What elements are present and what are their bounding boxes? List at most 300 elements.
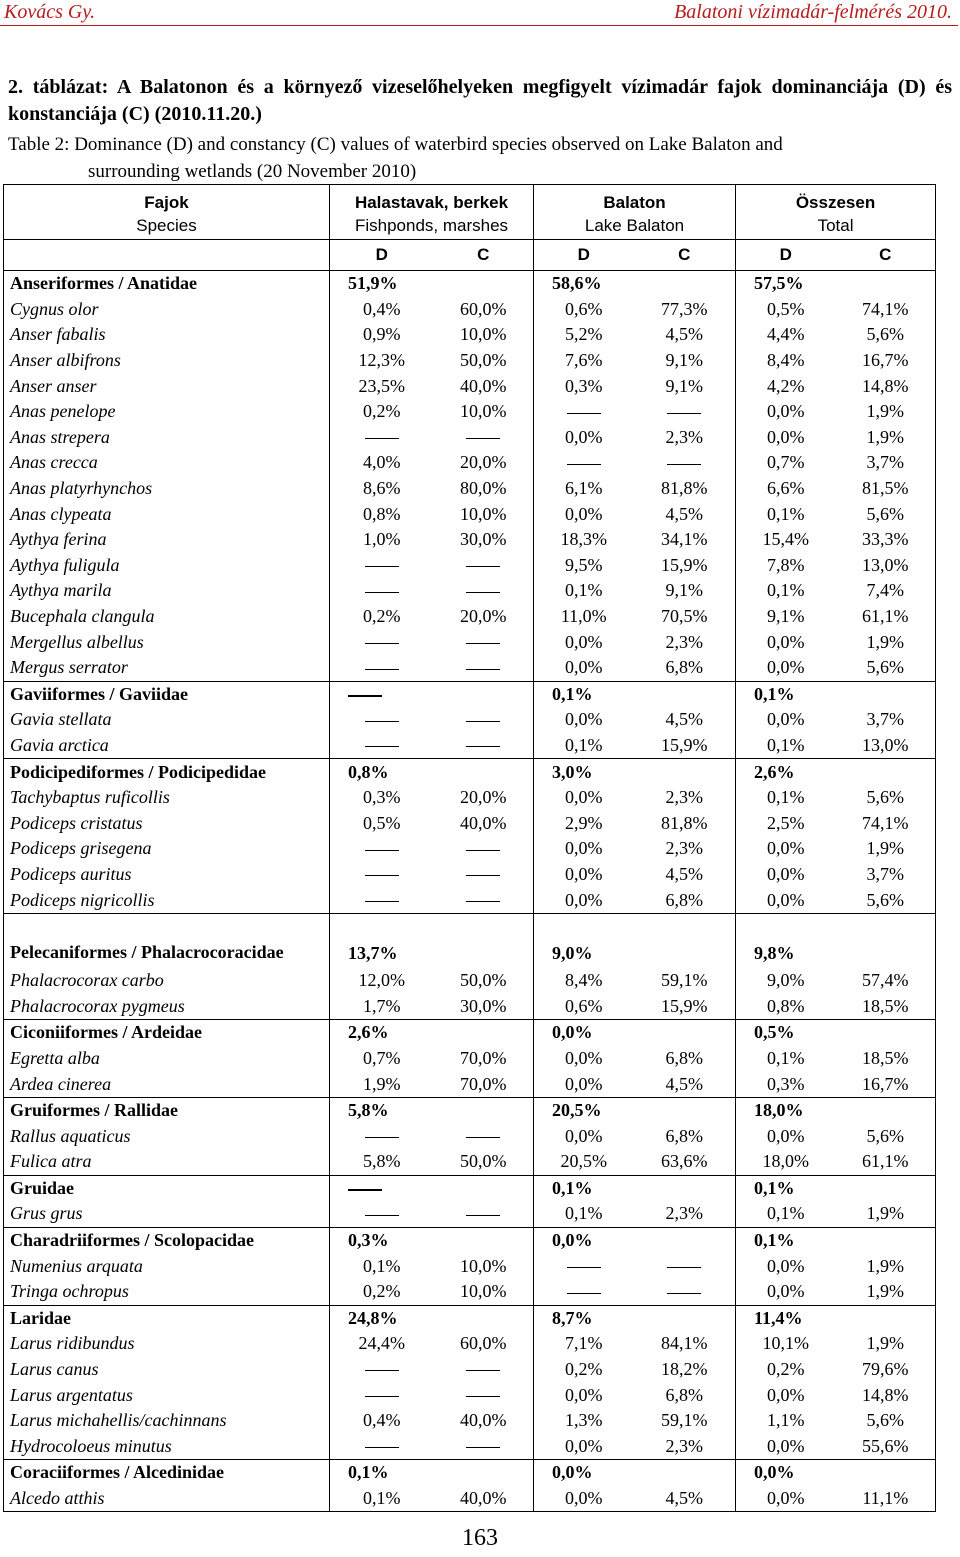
species-header-en: Species — [4, 213, 330, 240]
value-cell: 7,6% — [534, 348, 634, 374]
value-cell: 3,7% — [836, 707, 936, 733]
value-cell: 60,0% — [460, 1333, 507, 1354]
species-row — [4, 887, 936, 913]
value-cell: 6,1% — [534, 476, 634, 502]
empty-value-cell — [330, 1123, 434, 1149]
value-cell: 0,1% — [736, 1227, 936, 1253]
species-row — [4, 373, 936, 399]
value-cell: 1,7% — [330, 993, 434, 1019]
value-cell: 50,0% — [460, 1151, 507, 1172]
species-name: Bucephala clangula — [4, 604, 330, 630]
dash-marker — [567, 464, 601, 465]
species-name: Grus grus — [4, 1201, 330, 1227]
empty-value-cell — [330, 1175, 534, 1201]
empty-value-cell — [434, 836, 534, 862]
species-name: Anas clypeata — [4, 501, 330, 527]
species-name: Anas platyrhynchos — [4, 476, 330, 502]
empty-value-cell — [434, 862, 534, 888]
species-row — [4, 297, 936, 323]
value-cell: 0,0% — [534, 1071, 634, 1097]
value-cell: 1,0% — [330, 527, 434, 553]
value-cell: 18,2% — [661, 1359, 708, 1380]
header-row-dc — [4, 240, 936, 271]
value-cell: 81,5% — [836, 476, 936, 502]
dash-marker — [365, 566, 399, 567]
value-cell: 14,8% — [836, 373, 936, 399]
value-cell: 0,0% — [534, 1020, 736, 1046]
value-cell: 0,0% — [534, 655, 634, 681]
dash-marker — [348, 1189, 382, 1191]
empty-value-cell — [330, 425, 434, 451]
value-cell: 15,9% — [661, 554, 708, 575]
empty-value-cell — [534, 450, 634, 476]
empty-value-cell — [330, 1357, 434, 1383]
value-cell: 0,5% — [736, 1020, 936, 1046]
dash-marker — [466, 850, 500, 851]
value-cell: 0,1% — [736, 1046, 836, 1072]
value-cell: 0,3% — [330, 785, 434, 811]
value-cell: 0,2% — [736, 1357, 836, 1383]
empty-value-cell — [534, 1279, 634, 1305]
value-cell: 0,8% — [736, 993, 836, 1019]
species-row — [4, 707, 936, 733]
table-caption-hungarian: 2. táblázat: A Balatonon és a környező vizeselőhelyeken megfigyelt vízimadár fajok dominanciája (D) és konstanciája (C) (2010.11.20.) — [8, 76, 952, 125]
species-row — [4, 425, 936, 451]
value-cell: 1,9% — [836, 1331, 936, 1357]
balaton-header-en: Lake Balaton — [534, 213, 736, 240]
value-cell: 0,3% — [330, 1227, 534, 1253]
empty-value-cell — [434, 1434, 534, 1460]
species-row — [4, 1253, 936, 1279]
empty-value-cell — [634, 1279, 736, 1305]
caption-english-line2: surrounding wetlands (20 November 2010) — [88, 161, 417, 182]
species-name: Podiceps cristatus — [4, 810, 330, 836]
value-cell: 13,0% — [836, 553, 936, 579]
species-name: Ardea cinerea — [4, 1071, 330, 1097]
species-name: Podiceps auritus — [4, 862, 330, 888]
value-cell: 20,0% — [460, 606, 507, 627]
dash-marker — [667, 464, 701, 465]
empty-value-cell — [634, 450, 736, 476]
value-cell: 81,8% — [661, 812, 708, 833]
value-cell: 4,5% — [665, 863, 704, 884]
species-name: Larus canus — [4, 1357, 330, 1383]
value-cell: 8,6% — [330, 476, 434, 502]
value-cell: 1,9% — [836, 1279, 936, 1305]
value-cell: 0,1% — [736, 681, 936, 707]
value-cell: 2,6% — [736, 759, 936, 785]
value-cell: 74,1% — [836, 297, 936, 323]
dash-marker — [466, 1447, 500, 1448]
value-cell: 9,8% — [736, 913, 936, 968]
dominance-constancy-table — [3, 184, 936, 1512]
value-cell: 1,9% — [836, 1253, 936, 1279]
value-cell: 5,6% — [836, 501, 936, 527]
value-cell: 16,7% — [836, 1071, 936, 1097]
value-cell: 7,4% — [836, 578, 936, 604]
dash-marker — [466, 901, 500, 902]
value-cell: 1,9% — [836, 425, 936, 451]
value-cell: 0,1% — [330, 1486, 434, 1512]
species-row — [4, 1357, 936, 1383]
value-cell: 4,5% — [665, 1073, 704, 1094]
species-name: Tachybaptus ruficollis — [4, 785, 330, 811]
value-cell: 80,0% — [460, 478, 507, 499]
dash-marker — [365, 901, 399, 902]
dash-marker — [365, 438, 399, 439]
species-name: Anser albifrons — [4, 348, 330, 374]
value-cell: 10,0% — [460, 324, 507, 345]
value-cell: 0,1% — [736, 1201, 836, 1227]
value-cell: 9,5% — [534, 553, 634, 579]
empty-value-cell — [534, 399, 634, 425]
value-cell: 15,4% — [736, 527, 836, 553]
value-cell: 0,5% — [330, 810, 434, 836]
group-row — [4, 1097, 936, 1123]
author-header: Kovács Gy. — [4, 1, 96, 23]
species-row — [4, 553, 936, 579]
value-cell: 0,0% — [736, 399, 836, 425]
value-cell: 6,6% — [736, 476, 836, 502]
value-cell: 4,5% — [665, 503, 704, 524]
species-name: Egretta alba — [4, 1046, 330, 1072]
species-name: Mergus serrator — [4, 655, 330, 681]
species-row — [4, 1046, 936, 1072]
value-cell: 30,0% — [460, 529, 507, 550]
empty-value-cell — [634, 399, 736, 425]
value-cell: 4,0% — [330, 450, 434, 476]
value-cell: 24,8% — [330, 1305, 534, 1331]
dash-marker — [365, 1396, 399, 1397]
value-cell: 0,7% — [736, 450, 836, 476]
c-header: C — [836, 240, 936, 271]
species-name: Anas penelope — [4, 399, 330, 425]
value-cell: 50,0% — [460, 970, 507, 991]
species-name: Anser fabalis — [4, 322, 330, 348]
empty-value-cell — [434, 1357, 534, 1383]
species-row — [4, 1434, 936, 1460]
species-row — [4, 501, 936, 527]
group-name: Podicipediformes / Podicipedidae — [4, 759, 330, 785]
value-cell: 0,0% — [534, 1486, 634, 1512]
value-cell: 0,0% — [534, 425, 634, 451]
total-header-en: Total — [736, 213, 936, 240]
group-name: Gaviiformes / Gaviidae — [4, 681, 330, 707]
value-cell: 16,7% — [836, 348, 936, 374]
value-cell: 0,0% — [736, 1123, 836, 1149]
value-cell: 9,1% — [665, 350, 704, 371]
species-name: Cygnus olor — [4, 297, 330, 323]
value-cell: 10,0% — [460, 1281, 507, 1302]
value-cell: 0,0% — [534, 862, 634, 888]
header-rule — [0, 25, 958, 26]
value-cell: 0,0% — [736, 1382, 836, 1408]
dash-marker — [466, 1396, 500, 1397]
species-row — [4, 1123, 936, 1149]
value-cell: 0,3% — [534, 373, 634, 399]
value-cell: 0,1% — [534, 1201, 634, 1227]
value-cell: 0,1% — [534, 1175, 736, 1201]
value-cell: 0,0% — [736, 629, 836, 655]
value-cell: 7,1% — [534, 1331, 634, 1357]
species-row — [4, 348, 936, 374]
total-header: Összesen — [736, 185, 936, 214]
value-cell: 40,0% — [460, 812, 507, 833]
value-cell: 13,7% — [330, 913, 534, 968]
species-row — [4, 1486, 936, 1512]
value-cell: 2,3% — [665, 426, 704, 447]
value-cell: 0,0% — [736, 655, 836, 681]
value-cell: 0,0% — [736, 836, 836, 862]
value-cell: 51,9% — [330, 271, 534, 297]
species-name: Mergellus albellus — [4, 629, 330, 655]
species-name: Phalacrocorax carbo — [4, 968, 330, 994]
value-cell: 2,3% — [665, 787, 704, 808]
dash-marker — [667, 1267, 701, 1268]
value-cell: 0,0% — [534, 707, 634, 733]
value-cell: 18,5% — [836, 1046, 936, 1072]
dash-marker — [466, 746, 500, 747]
species-name: Anas crecca — [4, 450, 330, 476]
value-cell: 0,0% — [534, 1460, 736, 1486]
value-cell: 3,7% — [836, 450, 936, 476]
species-name: Tringa ochropus — [4, 1279, 330, 1305]
value-cell: 5,6% — [836, 1408, 936, 1434]
value-cell: 40,0% — [434, 1486, 534, 1512]
value-cell: 0,0% — [534, 1434, 634, 1460]
group-row — [4, 681, 936, 707]
empty-value-cell — [330, 862, 434, 888]
group-row — [4, 271, 936, 297]
value-cell: 11,4% — [736, 1305, 936, 1331]
value-cell: 0,0% — [534, 501, 634, 527]
value-cell: 77,3% — [661, 298, 708, 319]
value-cell: 10,0% — [460, 401, 507, 422]
species-row — [4, 1201, 936, 1227]
value-cell: 20,5% — [534, 1097, 736, 1123]
value-cell: 0,1% — [736, 1175, 936, 1201]
value-cell: 2,6% — [330, 1020, 534, 1046]
dash-marker — [466, 721, 500, 722]
empty-value-cell — [330, 887, 434, 913]
value-cell: 0,2% — [330, 604, 434, 630]
value-cell: 18,0% — [736, 1149, 836, 1175]
value-cell: 8,7% — [534, 1305, 736, 1331]
value-cell: 0,1% — [534, 578, 634, 604]
d-header: D — [736, 240, 836, 271]
dash-marker — [365, 1370, 399, 1371]
species-name: Phalacrocorax pygmeus — [4, 993, 330, 1019]
species-row — [4, 1149, 936, 1175]
dash-marker — [567, 413, 601, 414]
value-cell: 8,4% — [534, 968, 634, 994]
value-cell: 5,8% — [330, 1149, 434, 1175]
dash-marker — [466, 566, 500, 567]
empty-value-cell — [330, 836, 434, 862]
value-cell: 4,2% — [736, 373, 836, 399]
empty-value-cell — [330, 1382, 434, 1408]
value-cell: 0,0% — [534, 836, 634, 862]
value-cell: 15,9% — [661, 995, 708, 1016]
value-cell: 0,0% — [736, 1486, 836, 1512]
species-name: Anas strepera — [4, 425, 330, 451]
value-cell: 0,0% — [534, 1046, 634, 1072]
group-row — [4, 759, 936, 785]
value-cell: 0,0% — [736, 707, 836, 733]
c-header: C — [434, 240, 534, 271]
value-cell: 0,2% — [534, 1357, 634, 1383]
dash-marker — [466, 1370, 500, 1371]
dash-marker — [348, 695, 382, 697]
species-row — [4, 1331, 936, 1357]
value-cell: 0,7% — [330, 1046, 434, 1072]
value-cell: 74,1% — [836, 810, 936, 836]
header-row-english — [4, 213, 936, 240]
value-cell: 70,0% — [460, 1047, 507, 1068]
value-cell: 1,9% — [330, 1071, 434, 1097]
value-cell: 0,0% — [736, 1279, 836, 1305]
value-cell: 5,6% — [836, 322, 936, 348]
species-name: Numenius arquata — [4, 1253, 330, 1279]
empty-value-cell — [434, 629, 534, 655]
value-cell: 0,1% — [534, 733, 634, 759]
dash-marker — [466, 1215, 500, 1216]
value-cell: 6,8% — [665, 657, 704, 678]
value-cell: 0,6% — [534, 993, 634, 1019]
group-name: Ciconiiformes / Ardeidae — [4, 1020, 330, 1046]
species-row — [4, 862, 936, 888]
empty-value-cell — [330, 681, 534, 707]
species-row — [4, 604, 936, 630]
group-name: Pelecaniformes / Phalacrocoracidae — [4, 913, 330, 968]
value-cell: 9,1% — [665, 375, 704, 396]
value-cell: 70,5% — [661, 606, 708, 627]
value-cell: 2,3% — [665, 838, 704, 859]
value-cell: 61,1% — [836, 604, 936, 630]
empty-value-cell — [434, 707, 534, 733]
species-row — [4, 1071, 936, 1097]
value-cell: 10,1% — [736, 1331, 836, 1357]
species-row — [4, 527, 936, 553]
table-caption-english — [8, 131, 952, 185]
species-row — [4, 655, 936, 681]
value-cell: 5,6% — [836, 785, 936, 811]
value-cell: 11,0% — [534, 604, 634, 630]
value-cell: 0,1% — [534, 681, 736, 707]
value-cell: 6,8% — [665, 889, 704, 910]
group-name: Gruiformes / Rallidae — [4, 1097, 330, 1123]
species-row — [4, 993, 936, 1019]
value-cell: 20,0% — [460, 787, 507, 808]
value-cell: 0,0% — [736, 887, 836, 913]
fishponds-header-en: Fishponds, marshes — [330, 213, 534, 240]
value-cell: 0,0% — [736, 1434, 836, 1460]
value-cell: 0,0% — [534, 629, 634, 655]
value-cell: 10,0% — [460, 503, 507, 524]
dash-marker — [365, 1137, 399, 1138]
value-cell: 20,0% — [460, 452, 507, 473]
dash-marker — [466, 669, 500, 670]
dash-marker — [466, 592, 500, 593]
value-cell: 14,8% — [836, 1382, 936, 1408]
species-name: Aythya marila — [4, 578, 330, 604]
empty-value-cell — [434, 578, 534, 604]
species-row — [4, 322, 936, 348]
group-name: Laridae — [4, 1305, 330, 1331]
value-cell: 6,8% — [665, 1047, 704, 1068]
value-cell: 2,5% — [736, 810, 836, 836]
value-cell: 9,1% — [736, 604, 836, 630]
value-cell: 8,4% — [736, 348, 836, 374]
c-header: C — [634, 240, 736, 271]
species-row — [4, 1408, 936, 1434]
value-cell: 4,5% — [665, 709, 704, 730]
species-name: Hydrocoloeus minutus — [4, 1434, 330, 1460]
value-cell: 1,9% — [836, 629, 936, 655]
table-body — [4, 271, 936, 1512]
empty-value-cell — [330, 553, 434, 579]
value-cell: 0,8% — [330, 759, 534, 785]
value-cell: 0,1% — [736, 785, 836, 811]
species-row — [4, 1382, 936, 1408]
value-cell: 1,1% — [736, 1408, 836, 1434]
species-row — [4, 476, 936, 502]
value-cell: 61,1% — [836, 1149, 936, 1175]
species-header: Fajok — [4, 185, 330, 214]
species-row — [4, 450, 936, 476]
caption-english-line1: Table 2: Dominance (D) and constancy (C) values of waterbird species observed on Lake Balaton and — [8, 134, 783, 155]
empty-value-cell — [534, 1253, 634, 1279]
value-cell: 0,0% — [534, 1382, 634, 1408]
fishponds-header: Halastavak, berkek — [330, 185, 534, 214]
value-cell: 0,3% — [736, 1071, 836, 1097]
value-cell: 59,1% — [661, 970, 708, 991]
value-cell: 0,0% — [534, 1123, 634, 1149]
value-cell: 4,4% — [736, 322, 836, 348]
value-cell: 9,0% — [534, 913, 736, 968]
value-cell: 5,2% — [534, 322, 634, 348]
species-name: Larus argentatus — [4, 1382, 330, 1408]
value-cell: 0,0% — [534, 1227, 736, 1253]
dash-marker — [365, 592, 399, 593]
empty-value-cell — [434, 733, 534, 759]
value-cell: 30,0% — [460, 995, 507, 1016]
value-cell: 2,3% — [665, 1435, 704, 1456]
value-cell: 6,8% — [665, 1125, 704, 1146]
value-cell: 4,5% — [634, 1486, 736, 1512]
value-cell: 55,6% — [836, 1434, 936, 1460]
empty-value-cell — [434, 887, 534, 913]
running-head — [0, 0, 960, 24]
value-cell: 0,2% — [330, 1279, 434, 1305]
value-cell: 15,9% — [661, 734, 708, 755]
group-row — [4, 1175, 936, 1201]
value-cell: 0,1% — [736, 501, 836, 527]
value-cell: 0,8% — [330, 501, 434, 527]
d-header: D — [534, 240, 634, 271]
group-row — [4, 1227, 936, 1253]
empty-value-cell — [434, 1123, 534, 1149]
species-row — [4, 1279, 936, 1305]
value-cell: 0,6% — [534, 297, 634, 323]
value-cell: 3,7% — [836, 862, 936, 888]
dash-marker — [466, 1137, 500, 1138]
empty-value-cell — [330, 707, 434, 733]
species-name: Aythya ferina — [4, 527, 330, 553]
value-cell: 11,1% — [836, 1486, 936, 1512]
value-cell: 70,0% — [460, 1073, 507, 1094]
value-cell: 81,8% — [661, 478, 708, 499]
